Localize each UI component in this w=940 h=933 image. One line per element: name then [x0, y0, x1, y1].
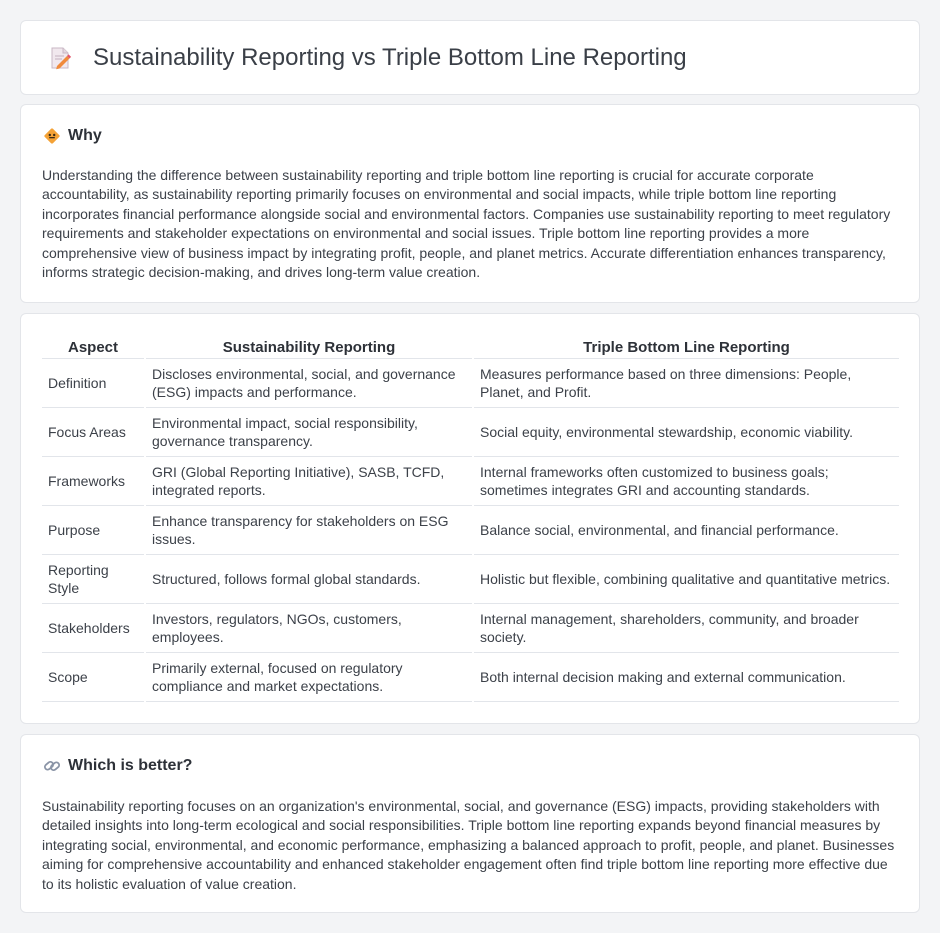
- table-row: [42, 603, 899, 652]
- sustainability-cell: Environmental impact, social responsibility, governance transparency.: [145, 407, 473, 456]
- why-section: [20, 104, 920, 303]
- header-triple-bottom-line: Triple Bottom Line Reporting: [473, 337, 899, 358]
- aspect-cell: Definition: [42, 358, 145, 407]
- aspect-cell: Frameworks: [42, 456, 145, 505]
- better-heading-row: [43, 757, 192, 775]
- sustainability-cell: Structured, follows formal global standards.: [145, 554, 473, 603]
- tbl-cell: Internal management, shareholders, community, and broader society.: [473, 603, 899, 652]
- diamond-sign-icon: [43, 127, 61, 145]
- header-sustainability: Sustainability Reporting: [145, 337, 473, 358]
- document-pencil-icon: [47, 45, 73, 71]
- tbl-cell: Internal frameworks often customized to business goals; sometimes integrates GRI and accounting standards.: [473, 456, 899, 505]
- tbl-cell: Social equity, environmental stewardship, economic viability.: [473, 407, 899, 456]
- table-header-row: [42, 337, 899, 358]
- sustainability-cell: Enhance transparency for stakeholders on ESG issues.: [145, 505, 473, 554]
- table-row: [42, 456, 899, 505]
- why-heading: Why: [68, 127, 102, 144]
- better-heading: Which is better?: [68, 757, 193, 774]
- sustainability-cell: Discloses environmental, social, and governance (ESG) impacts and performance.: [145, 358, 473, 407]
- title-card: [20, 20, 920, 95]
- tbl-cell: Balance social, environmental, and financial performance.: [473, 505, 899, 554]
- tbl-cell: Both internal decision making and external communication.: [473, 652, 899, 701]
- title-row: [47, 43, 687, 73]
- comparison-table: [42, 337, 899, 702]
- why-heading-row: [43, 127, 102, 145]
- sustainability-cell: GRI (Global Reporting Initiative), SASB, TCFD, integrated reports.: [145, 456, 473, 505]
- better-body: Sustainability reporting focuses on an organization's environmental, social, and governance (ESG) impacts, providing stakeholders with detailed insights into long-term ecological and social responsibilities. Triple bottom line reporting expands beyond financial measures by integrating social, environmental, and economic performance, emphasizing a balanced approach to profit, people, and planet. Businesses aiming for comprehensive accountability and enhanced stakeholder engagement often find triple bottom line reporting more effective due to its holistic evaluation of value creation.: [42, 798, 895, 892]
- table-row: [42, 554, 899, 603]
- aspect-cell: Reporting Style: [42, 554, 145, 603]
- table-row: [42, 358, 899, 407]
- aspect-cell: Purpose: [42, 505, 145, 554]
- which-is-better-section: [20, 734, 920, 913]
- aspect-cell: Focus Areas: [42, 407, 145, 456]
- header-aspect: Aspect: [42, 337, 145, 358]
- tbl-cell: Holistic but flexible, combining qualitative and quantitative metrics.: [473, 554, 899, 603]
- aspect-cell: Scope: [42, 652, 145, 701]
- comparison-section: [20, 313, 920, 724]
- table-row: [42, 652, 899, 701]
- aspect-cell: Stakeholders: [42, 603, 145, 652]
- table-row: [42, 407, 899, 456]
- link-icon: [43, 757, 61, 775]
- page-title: Sustainability Reporting vs Triple Bottom Line Reporting: [93, 44, 687, 71]
- sustainability-cell: Primarily external, focused on regulatory compliance and market expectations.: [145, 652, 473, 701]
- sustainability-cell: Investors, regulators, NGOs, customers, employees.: [145, 603, 473, 652]
- table-row: [42, 505, 899, 554]
- why-body: Understanding the difference between sustainability reporting and triple bottom line reporting is crucial for accurate corporate accountability, as sustainability reporting primarily focuses on environmental and social impacts, while triple bottom line reporting incorporates financial performance alongside social and environmental factors. Companies use sustainability reporting to meet regulatory requirements and stakeholder expectations on environmental and social issues. Triple bottom line reporting provides a more comprehensive view of business impact by integrating profit, people, and planet metrics. Accurate differentiation enhances transparency, informs strategic decision-making, and drives long-term value creation.: [42, 167, 891, 281]
- tbl-cell: Measures performance based on three dimensions: People, Planet, and Profit.: [473, 358, 899, 407]
